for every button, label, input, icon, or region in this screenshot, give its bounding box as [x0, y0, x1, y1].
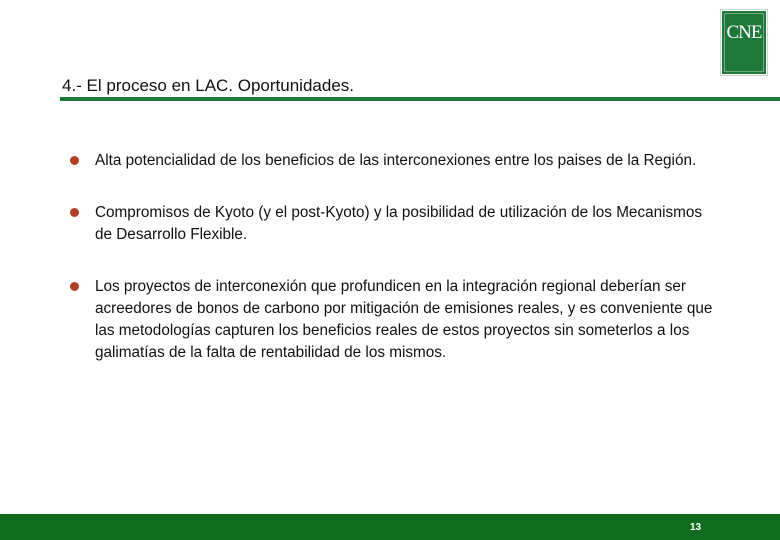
bullet-item: [68, 202, 718, 246]
logo-text: CNE: [726, 22, 762, 43]
bullet-item: [68, 276, 718, 364]
cne-logo: [720, 9, 768, 76]
footer-bar: [0, 514, 780, 540]
bullet-text: Los proyectos de interconexión que profundicen en la integración regional deberían ser acreedores de bonos de carbono por mitigación de emisiones reales, y es conveniente que las metodologías capturen los beneficios reales de estos proyectos sin someterlos a los galimatías de la falta de rentabilidad de los mismos.: [95, 278, 713, 361]
bullet-text: Alta potencialidad de los beneficios de las interconexiones entre los paises de la Región.: [95, 152, 697, 169]
page-number: 13: [690, 522, 702, 533]
bullet-dot-icon: [70, 156, 79, 165]
title-underline: [60, 97, 780, 101]
bullet-dot-icon: [70, 208, 79, 217]
slide-title: 4.- El proceso en LAC. Oportunidades.: [62, 76, 354, 95]
bullet-dot-icon: [70, 282, 79, 291]
bullet-item: [68, 150, 718, 172]
bullet-text: Compromisos de Kyoto (y el post-Kyoto) y la posibilidad de utilización de los Mecanismos de Desarrollo Flexible.: [95, 204, 703, 243]
bullet-list: [68, 150, 718, 364]
